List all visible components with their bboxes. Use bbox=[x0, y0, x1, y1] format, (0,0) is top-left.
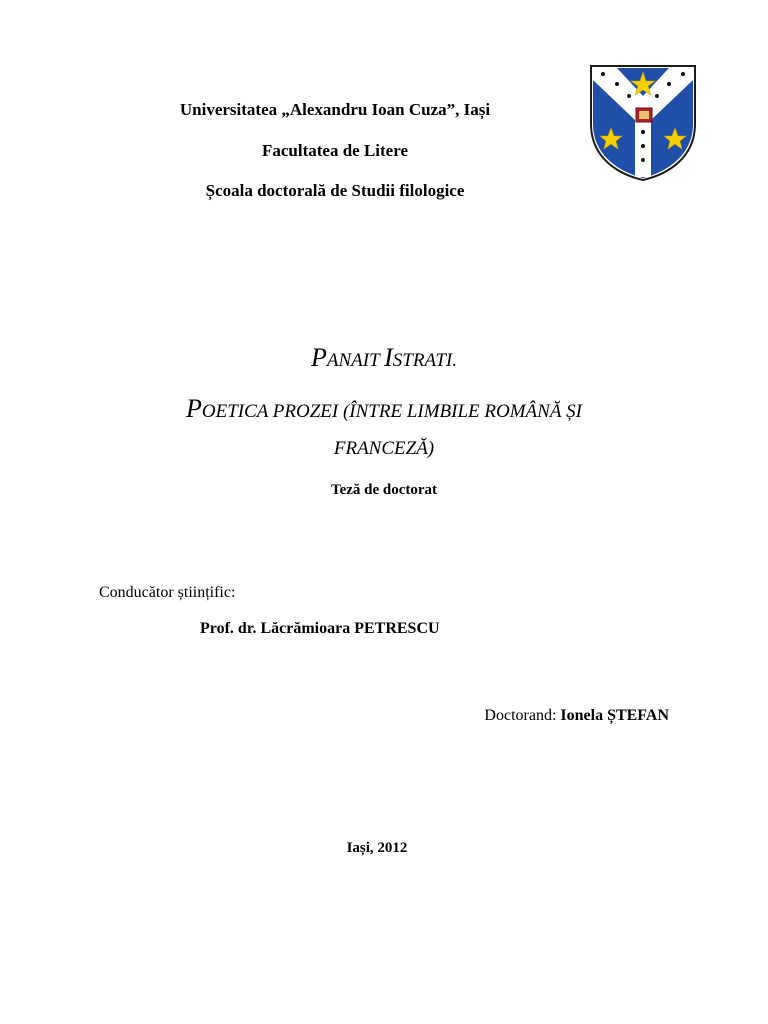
thesis-title-line-1 bbox=[0, 343, 768, 373]
faculty-name: Facultatea de Litere bbox=[261, 141, 409, 160]
university-name: Universitatea „Alexandru Ioan Cuza”, Iași bbox=[179, 100, 491, 119]
thesis-subtitle: Teză de doctorat bbox=[330, 482, 438, 498]
title-word-panait: ANAIT bbox=[326, 350, 385, 371]
advisor-label: Conducător științific: bbox=[99, 584, 236, 601]
candidate-label: Doctorand: bbox=[484, 707, 561, 724]
title-word-istrati: STRATI. bbox=[392, 350, 457, 371]
place-and-date: Iași, 2012 bbox=[346, 840, 408, 856]
title-initial-p2: P bbox=[185, 394, 202, 423]
thesis-title-line-2 bbox=[0, 394, 768, 424]
candidate-name: Ionela ȘTEFAN bbox=[560, 707, 669, 724]
advisor-name: Prof. dr. Lăcrămioara PETRESCU bbox=[200, 620, 440, 637]
title-line-2-text: OETICA PROZEI (ÎNTRE LIMBILE ROMÂNĂ ȘI bbox=[201, 401, 583, 422]
university-coat-of-arms-icon bbox=[587, 62, 699, 182]
candidate-line bbox=[484, 707, 669, 725]
doctoral-school-name: Școala doctorală de Studii filologice bbox=[205, 181, 465, 200]
title-initial-p: P bbox=[311, 343, 327, 372]
thesis-title-line-3: FRANCEZĂ) bbox=[333, 438, 435, 459]
title-initial-i: I bbox=[384, 343, 393, 372]
